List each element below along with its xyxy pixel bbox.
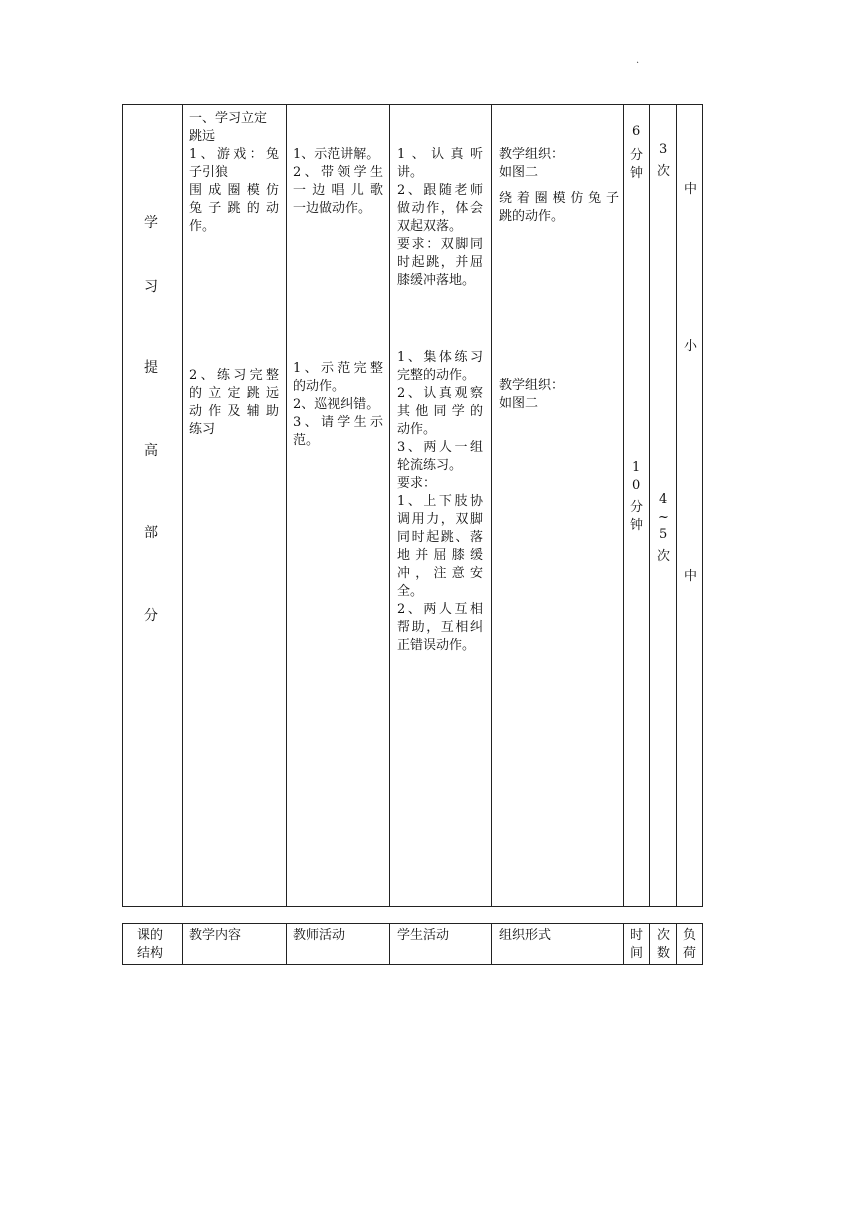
section-char: 分 xyxy=(144,608,158,624)
section-char: 高 xyxy=(144,443,158,459)
header-time: 时 间 xyxy=(630,928,644,961)
section-char: 学 xyxy=(144,215,158,231)
section-char: 提 xyxy=(144,360,158,376)
header-load: 负 荷 xyxy=(683,928,697,961)
row1-teacher: 1、示范讲解。 2、带领学生 一边唱儿歌 一边做动作。 xyxy=(293,147,383,216)
header-organization: 组织形式 xyxy=(499,928,552,943)
section-char: 部 xyxy=(144,525,158,541)
header-count: 次 数 xyxy=(657,928,671,961)
row2-content: 2、练习完整 的立定跳远 动作及辅助 练习 xyxy=(189,368,279,437)
row1-organization: 教学组织： 如图二 绕着圈模仿兔子 跳的动作。 xyxy=(499,147,619,224)
header-student: 学生活动 xyxy=(397,928,450,943)
header-teacher: 教师活动 xyxy=(293,928,346,943)
row2-teacher: 1、示范完整 的动作。 2、巡视纠错。 3、请学生示 范。 xyxy=(293,361,383,448)
header-content: 教学内容 xyxy=(189,928,242,943)
row2-student: 1、集体练习 完整的动作。 2、认真观察 其他同学的 动作。 3、两人一组 轮流练习。 要求： 1、上下肢协 调用力，双脚 同时起跳、落 地并屈膝缓 冲，注意安 全。 2、两人互相 帮助，互相纠 正错误动作。 xyxy=(397,350,483,653)
row2-load-top: 小 xyxy=(684,339,698,354)
corner-mark: · xyxy=(636,58,640,69)
row2-organization: 教学组织： 如图二 xyxy=(499,378,565,411)
row1-content: 一、学习立定 跳远 1、游戏：兔 子引狼 围成圈模仿 兔子跳的动 作。 xyxy=(189,111,279,234)
row1-load: 中 xyxy=(684,182,698,197)
section-char: 习 xyxy=(144,279,158,295)
row2-load: 中 xyxy=(684,569,698,584)
header-structure: 课的 结构 xyxy=(137,928,164,961)
row1-student: 1、认真听讲。 2、跟随老师 做动作，体会 双起双落。 要求：双脚同 时起跳，并屈 膝缓冲落地。 xyxy=(397,147,483,288)
